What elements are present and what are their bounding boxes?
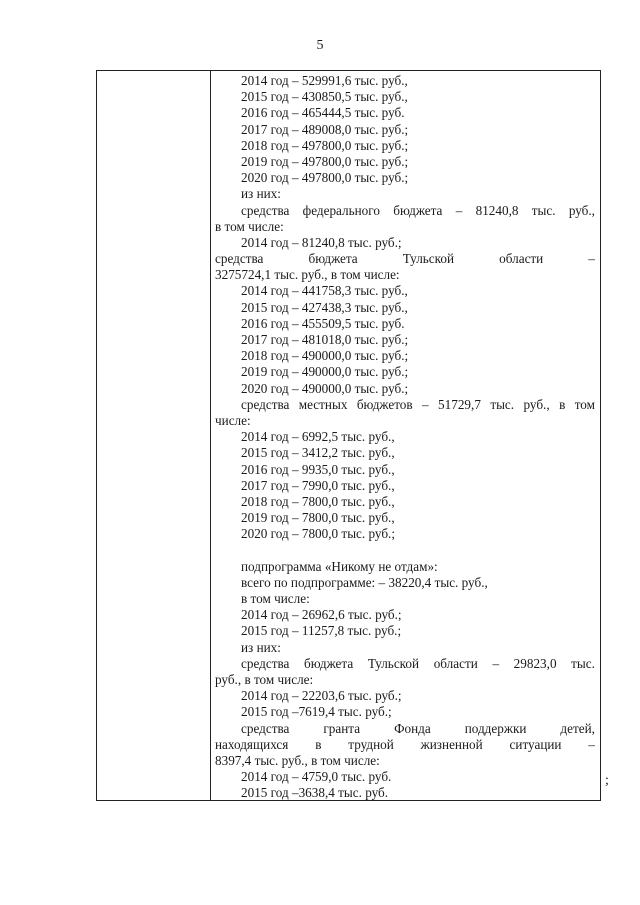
text-line: 2015 год – 11257,8 тыс. руб.; [241,623,402,639]
word: – [492,655,500,671]
text-line: из них: [241,639,281,655]
text-line: 2019 год – 490000,0 тыс. руб.; [241,364,409,380]
word: в [315,736,322,752]
text-line: числе: [215,412,251,428]
text-line: подпрограмма «Никому не отдам»: [241,558,438,574]
word: – [422,396,429,412]
text-line [215,721,595,737]
text-line: 2015 год – 430850,5 тыс. руб., [241,89,408,105]
word: федерального [302,202,380,218]
word: том [574,396,595,412]
text-line [215,251,595,267]
text-line: 2019 год – 497800,0 тыс. руб.; [241,153,409,169]
word: тыс. [531,202,556,218]
text-line: в том числе: [215,218,284,234]
word: – [588,251,595,267]
word: детей, [560,720,595,736]
text-line: 2020 год – 497800,0 тыс. руб.; [241,170,409,186]
word: – [455,202,463,218]
text-line: 2019 год – 7800,0 тыс. руб., [241,510,395,526]
text-line: 2014 год – 26962,6 тыс. руб.; [241,607,402,623]
word: 29823,0 [513,655,557,671]
text-line: 2015 год –7619,4 тыс. руб.; [241,704,392,720]
word: бюджетов [356,396,413,412]
word: средства [241,655,290,671]
word: средства [241,396,290,412]
word: в [559,396,566,412]
text-line: 2018 год – 7800,0 тыс. руб., [241,493,395,509]
word: Тульской [402,251,455,267]
text-line: 2017 год – 7990,0 тыс. руб., [241,477,395,493]
word: средства [215,251,264,267]
word: Тульской [367,655,420,671]
word: – [588,736,595,752]
text-line: 2015 год – 427438,3 тыс. руб., [241,299,408,315]
text-line: 3275724,1 тыс. руб., в том числе: [215,267,400,283]
text-line [215,397,595,413]
word: средства [241,202,290,218]
margin-mark: ; [605,773,609,788]
word: бюджета [308,251,358,267]
text-line: 2017 год – 481018,0 тыс. руб.; [241,332,409,347]
text-line: 2020 год – 7800,0 тыс. руб.; [241,526,396,542]
word: области [433,655,478,671]
word: трудной [348,736,394,752]
text-line: 2020 год – 490000,0 тыс. руб.; [241,380,409,396]
text-line: 2014 год – 81240,8 тыс. руб.; [241,234,402,250]
word: руб., [568,202,595,218]
text-line: 2014 год – 22203,6 тыс. руб.; [241,688,402,704]
word: 51729,7 [438,396,481,412]
text-line: 2014 год – 441758,3 тыс. руб., [241,283,408,299]
word: руб., [523,396,550,412]
word: гранта [323,720,361,736]
word: жизненной [420,736,483,752]
text-line: 2015 год – 3412,2 тыс. руб., [241,445,395,461]
text-line: 2014 год – 6992,5 тыс. руб., [241,429,395,445]
text-line: 2016 год – 9935,0 тыс. руб., [241,461,395,477]
word: бюджета [393,202,443,218]
text-line: 8397,4 тыс. руб., в том числе: [215,752,380,768]
text-line: 2014 год – 529991,6 тыс. руб., [241,73,408,88]
text-line: 2016 год – 465444,5 тыс. руб. [241,105,405,121]
text-line: 2017 год – 489008,0 тыс. руб.; [241,121,409,137]
text-line: 2018 год – 497800,0 тыс. руб.; [241,137,409,153]
text-line: из них: [241,186,281,202]
word: поддержки [464,720,527,736]
word: находящихся [215,736,289,752]
text-line [215,737,595,753]
word: Фонда [394,720,431,736]
column-divider [210,71,211,800]
text-line [215,203,595,219]
text-line: 2016 год – 455509,5 тыс. руб. [241,315,405,331]
word: средства [241,720,290,736]
word: 81240,8 [475,202,519,218]
text-line [215,656,595,672]
funding-table [96,70,601,801]
text-line: всего по подпрограмме: – 38220,4 тыс. руб., [241,574,488,590]
text-line: 2014 год – 4759,0 тыс. руб. [241,769,392,785]
word: бюджета [304,655,354,671]
word: тыс. [490,396,515,412]
text-line: 2018 год – 490000,0 тыс. руб.; [241,348,409,364]
word: местных [298,396,348,412]
text-line: в том числе: [241,591,310,606]
funding-details-cell [215,73,595,801]
word: тыс. [571,655,595,671]
page-number: 5 [316,38,324,53]
blank-line [215,542,595,558]
word: области [499,251,544,267]
word: ситуации [509,736,562,752]
text-line: 2015 год –3638,4 тыс. руб. [241,785,389,801]
text-line: руб., в том числе: [215,671,314,687]
